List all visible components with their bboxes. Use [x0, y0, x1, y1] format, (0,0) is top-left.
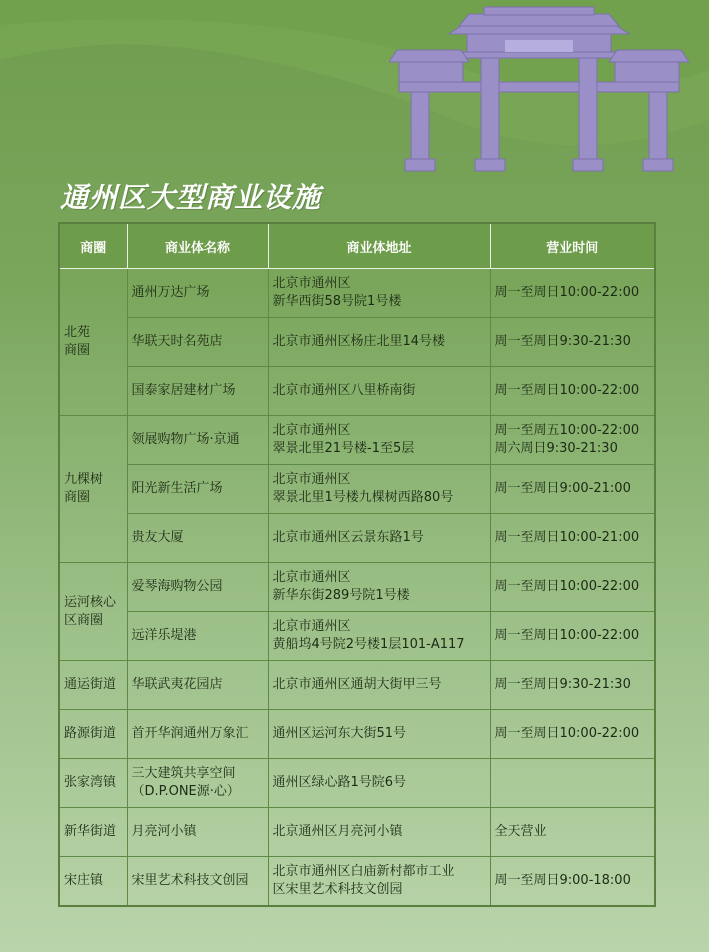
table-row — [59, 857, 655, 907]
facility-name-cell — [127, 367, 268, 416]
table-row — [59, 759, 655, 808]
address-cell — [268, 857, 490, 907]
address-cell — [268, 514, 490, 563]
address-cell — [268, 612, 490, 661]
facility-name-cell-text: 月亮河小镇 — [131, 824, 197, 839]
address-cell — [268, 661, 490, 710]
address-cell-text: 北京通州区月亮河小镇 — [272, 824, 403, 839]
table-row — [59, 563, 655, 612]
memorial-archway-illustration — [389, 4, 689, 174]
address-cell — [268, 710, 490, 759]
facility-name-cell — [127, 514, 268, 563]
table-row — [59, 269, 655, 318]
hours-cell-text: 周一至周日10:00-21:00 — [494, 530, 640, 545]
address-cell-text: 翠景北里21号楼-1至5层 — [272, 441, 415, 456]
facility-name-cell-text: （D.P.ONE源·心） — [131, 784, 240, 799]
zone-cell — [59, 759, 127, 808]
zone-cell-text: 运河核心 — [64, 594, 117, 610]
address-cell — [268, 563, 490, 612]
facility-name-cell — [127, 612, 268, 661]
zone-cell-text: 区商圈 — [64, 612, 104, 628]
table-row — [59, 416, 655, 465]
facilities-table-container — [58, 222, 654, 907]
address-cell-text: 北京市通州区 — [272, 570, 351, 585]
hours-cell — [490, 808, 655, 857]
address-cell — [268, 808, 490, 857]
address-cell — [268, 318, 490, 367]
zone-cell — [59, 661, 127, 710]
facility-name-cell — [127, 269, 268, 318]
facility-name-cell — [127, 465, 268, 514]
hours-cell-text: 周一至周日9:30-21:30 — [494, 677, 631, 692]
hours-cell-text: 周一至周日9:00-21:00 — [494, 481, 631, 496]
header-name: 商业体名称 — [127, 223, 268, 269]
hours-cell-text: 周一至周日10:00-22:00 — [494, 628, 640, 643]
zone-cell — [59, 857, 127, 907]
zone-cell-text: 商圈 — [64, 343, 91, 358]
address-cell-text: 北京市通州区八里桥南街 — [272, 383, 416, 398]
hours-cell — [490, 465, 655, 514]
address-cell-text: 北京市通州区白庙新村都市工业 — [272, 864, 455, 879]
facility-name-cell — [127, 416, 268, 465]
hours-cell-text: 周一至周日10:00-22:00 — [494, 285, 640, 300]
zone-cell-text: 张家湾镇 — [64, 775, 117, 790]
zone-cell-text: 九棵树 — [64, 472, 104, 487]
address-cell-text: 通州区绿心路1号院6号 — [272, 775, 407, 790]
hours-cell — [490, 416, 655, 465]
zone-cell-text: 宋庄镇 — [64, 873, 104, 888]
table-row — [59, 710, 655, 759]
hours-cell-text: 全天营业 — [494, 824, 547, 839]
zone-cell-text: 新华街道 — [64, 824, 117, 839]
address-cell-text: 翠景北里1号楼九棵树西路80号 — [272, 490, 454, 505]
hours-cell — [490, 661, 655, 710]
facility-name-cell — [127, 710, 268, 759]
facility-name-cell — [127, 808, 268, 857]
hours-cell — [490, 710, 655, 759]
page-title: 通州区大型商业设施 — [60, 181, 322, 214]
zone-cell-text: 路源街道 — [64, 726, 117, 741]
facility-name-cell — [127, 857, 268, 907]
zone-cell-text: 北苑 — [64, 325, 91, 340]
address-cell-text: 区宋里艺术科技文创园 — [272, 882, 403, 897]
header-zone: 商圈 — [59, 223, 127, 269]
table-header-row — [59, 223, 655, 269]
table-row — [59, 514, 655, 563]
facility-name-cell — [127, 563, 268, 612]
table-row — [59, 612, 655, 661]
hours-cell-text: 周一至周日10:00-22:00 — [494, 579, 640, 594]
header-hours: 营业时间 — [490, 223, 655, 269]
hours-cell — [490, 318, 655, 367]
hours-cell-text: 周一至周日9:00-18:00 — [494, 873, 631, 888]
hours-cell — [490, 857, 655, 907]
address-cell — [268, 465, 490, 514]
facility-name-cell-text: 贵友大厦 — [131, 530, 184, 545]
facility-name-cell-text: 国泰家居建材广场 — [131, 383, 236, 398]
hours-cell-text: 周一至周日9:30-21:30 — [494, 334, 631, 349]
zone-cell — [59, 808, 127, 857]
address-cell-text: 通州区运河东大街51号 — [272, 726, 407, 741]
facility-name-cell-text: 宋里艺术科技文创园 — [131, 873, 249, 888]
table-row — [59, 661, 655, 710]
zone-cell — [59, 710, 127, 759]
facility-name-cell — [127, 661, 268, 710]
hours-cell — [490, 514, 655, 563]
facility-name-cell-text: 华联天时名苑店 — [131, 334, 223, 349]
hours-cell — [490, 759, 655, 808]
table-row — [59, 465, 655, 514]
zone-cell — [59, 269, 127, 416]
address-cell-text: 北京市通州区 — [272, 619, 351, 634]
facility-name-cell — [127, 759, 268, 808]
hours-cell-text: 周一至周日10:00-22:00 — [494, 383, 640, 398]
address-cell — [268, 367, 490, 416]
facility-name-cell-text: 阳光新生活广场 — [131, 481, 223, 496]
address-cell — [268, 759, 490, 808]
zone-cell — [59, 416, 127, 563]
hours-cell-text: 周六周日9:30-21:30 — [494, 441, 618, 456]
facility-name-cell-text: 三大建筑共享空间 — [131, 766, 236, 781]
hours-cell — [490, 367, 655, 416]
address-cell — [268, 269, 490, 318]
zone-cell-text: 通运街道 — [64, 677, 117, 692]
zone-cell-text: 商圈 — [64, 490, 91, 505]
facility-name-cell-text: 远洋乐堤港 — [131, 628, 197, 643]
address-cell-text: 北京市通州区 — [272, 423, 351, 438]
facility-name-cell-text: 爱琴海购物公园 — [131, 579, 223, 594]
facility-name-cell-text: 华联武夷花园店 — [131, 677, 223, 692]
hours-cell — [490, 269, 655, 318]
facilities-table — [58, 222, 656, 907]
address-cell-text: 北京市通州区通胡大街甲三号 — [272, 677, 442, 692]
table-body — [59, 269, 655, 907]
facility-name-cell — [127, 318, 268, 367]
address-cell-text: 新华西街58号院1号楼 — [272, 294, 402, 309]
address-cell-text: 北京市通州区杨庄北里14号楼 — [272, 334, 446, 349]
address-cell-text: 新华东街289号院1号楼 — [272, 588, 410, 603]
table-row — [59, 808, 655, 857]
address-cell — [268, 416, 490, 465]
hours-cell-text: 周一至周日10:00-22:00 — [494, 726, 640, 741]
hours-cell-text: 周一至周五10:00-22:00 — [494, 423, 640, 438]
facility-name-cell-text: 领展购物广场·京通 — [131, 432, 240, 447]
header-address: 商业体地址 — [268, 223, 490, 269]
table-row — [59, 367, 655, 416]
facility-name-cell-text: 首开华润通州万象汇 — [131, 726, 249, 741]
address-cell-text: 北京市通州区 — [272, 472, 351, 487]
table-row — [59, 318, 655, 367]
hours-cell — [490, 563, 655, 612]
address-cell-text: 北京市通州区云景东路1号 — [272, 530, 424, 545]
zone-cell — [59, 563, 127, 661]
address-cell-text: 黄船坞4号院2号楼1层101-A117 — [272, 637, 465, 652]
hours-cell — [490, 612, 655, 661]
address-cell-text: 北京市通州区 — [272, 276, 351, 291]
facility-name-cell-text: 通州万达广场 — [131, 285, 210, 300]
